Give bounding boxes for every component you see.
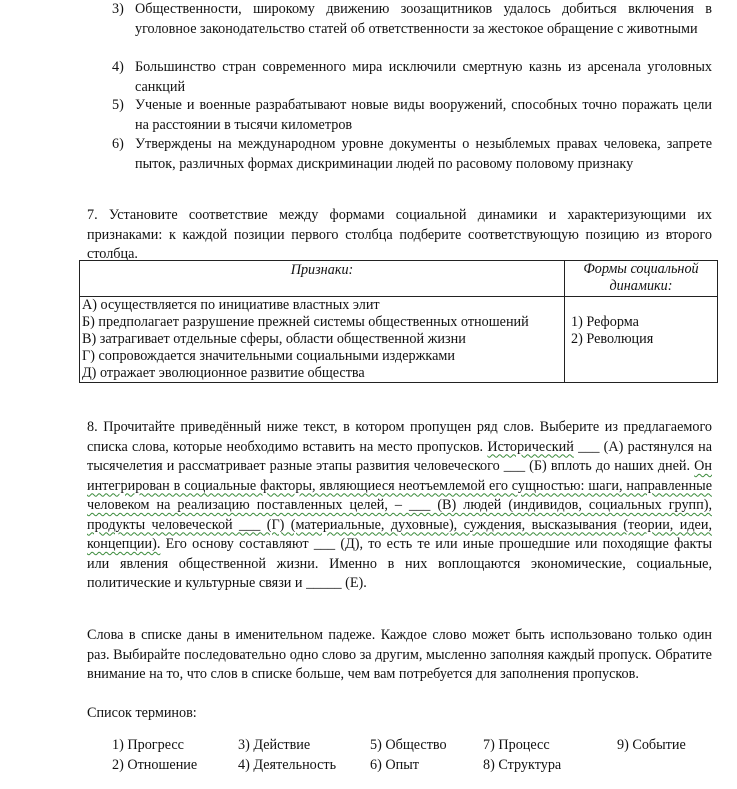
question-7-text: 7. Установите соответствие между формами социальной динамики и характеризующими их признаками: к каждой позиции первого столбца подберите соответствующую позицию из второго столбца. [87,207,712,262]
list-item [112,0,712,39]
item-text: Большинство стран современного мира исключили смертную казнь из арсенала уголовных санкций [135,59,712,95]
terms-list-title: Список терминов: [87,705,197,721]
item-number: 4) [112,59,124,75]
term-item: 8) Структура [483,757,562,773]
item-number: 5) [112,97,124,113]
instructions: Слова в списке даны в именительном падеже. Каждое слово может быть использовано только один раз. Выбирайте последовательно одно слово за другим, мысленно заполняя каждый пропуск. Обратите внимание на то, что слов в списке больше, чем вам потребуется для заполнения пропусков. [87,627,712,682]
sign-item: Г) сопровождается значительными социальными издержками [82,348,455,364]
item-number: 6) [112,136,124,152]
sign-item: А) осуществляется по инициативе властных элит [82,297,380,313]
sign-item: Б) предполагает разрушение прежней системы общественных отношений [82,314,529,330]
q8-part: Его основу составляют ___ (Д), то есть те или иные прошедшие или походящие факты или явления общественной жизни. Именно в них воплощаются экономические, социальные, политические и культурные связи и _____ (Е). [87,536,712,591]
list-item [112,96,712,135]
term-item: 9) Событие [617,737,686,753]
item-text: Ученые и военные разрабатывают новые виды вооружений, способных точно поражать цели на расстоянии в тысячи километров [135,97,712,133]
form-item: 2) Революция [571,331,654,347]
term-item: 6) Опыт [370,757,419,773]
q8-part: Исторический [487,438,574,455]
term-item: 5) Общество [370,737,447,753]
forms-cell [565,297,718,383]
term-item: 4) Деятельность [238,757,337,773]
list-item [112,135,712,174]
term-item: 7) Процесс [483,737,550,753]
question-8-text [87,418,712,594]
header-signs: Признаки: [80,261,565,297]
signs-cell [80,297,565,383]
term-item: 2) Отношение [112,757,198,773]
sign-item: Д) отражает эволюционное развитие общества [82,365,365,381]
term-item: 3) Действие [238,737,311,753]
matching-table [79,260,718,383]
q8-part: ___ (А) растянулся на тысячелетия и рассматривает разные этапы развития человеческого ___ (Б) вплоть до наших дней. [87,438,712,474]
form-item: 1) Реформа [571,314,639,330]
term-item: 1) Прогресс [112,737,184,753]
header-forms: Формы социальной динамики: [565,261,718,297]
item-text: Утверждены на международном уровне документы о незыблемых правах человека, запрете пыток, различных формах дискриминации людей по расовому половому признаку [135,136,712,172]
sign-item: В) затрагивает отдельные сферы, области общественной жизни [82,331,466,347]
list-item [112,58,712,97]
q8-part: Он интегрирован в социальные факторы, являющиеся неотъемлемой его сущностью: шаги, направленные человеком на реализацию поставленных целей, – ___ (В) людей (индивидов, социальных групп), продукты человеческой ___ (Г) (материальные, духовные), суждения, высказывания (теории, идеи, концепции). [87,458,712,552]
item-text: Общественности, широкому движению зоозащитников удалось добиться включения в уголовное законодательство статей об ответственности за жестокое обращение с животными [135,1,712,37]
q8-part: 8. Прочитайте приведённый ниже текст, в котором пропущен ряд слов. Выберите из предлагаемого списка слова, которые необходимо вставить на место пропусков. [87,419,712,455]
item-number: 3) [112,1,124,17]
